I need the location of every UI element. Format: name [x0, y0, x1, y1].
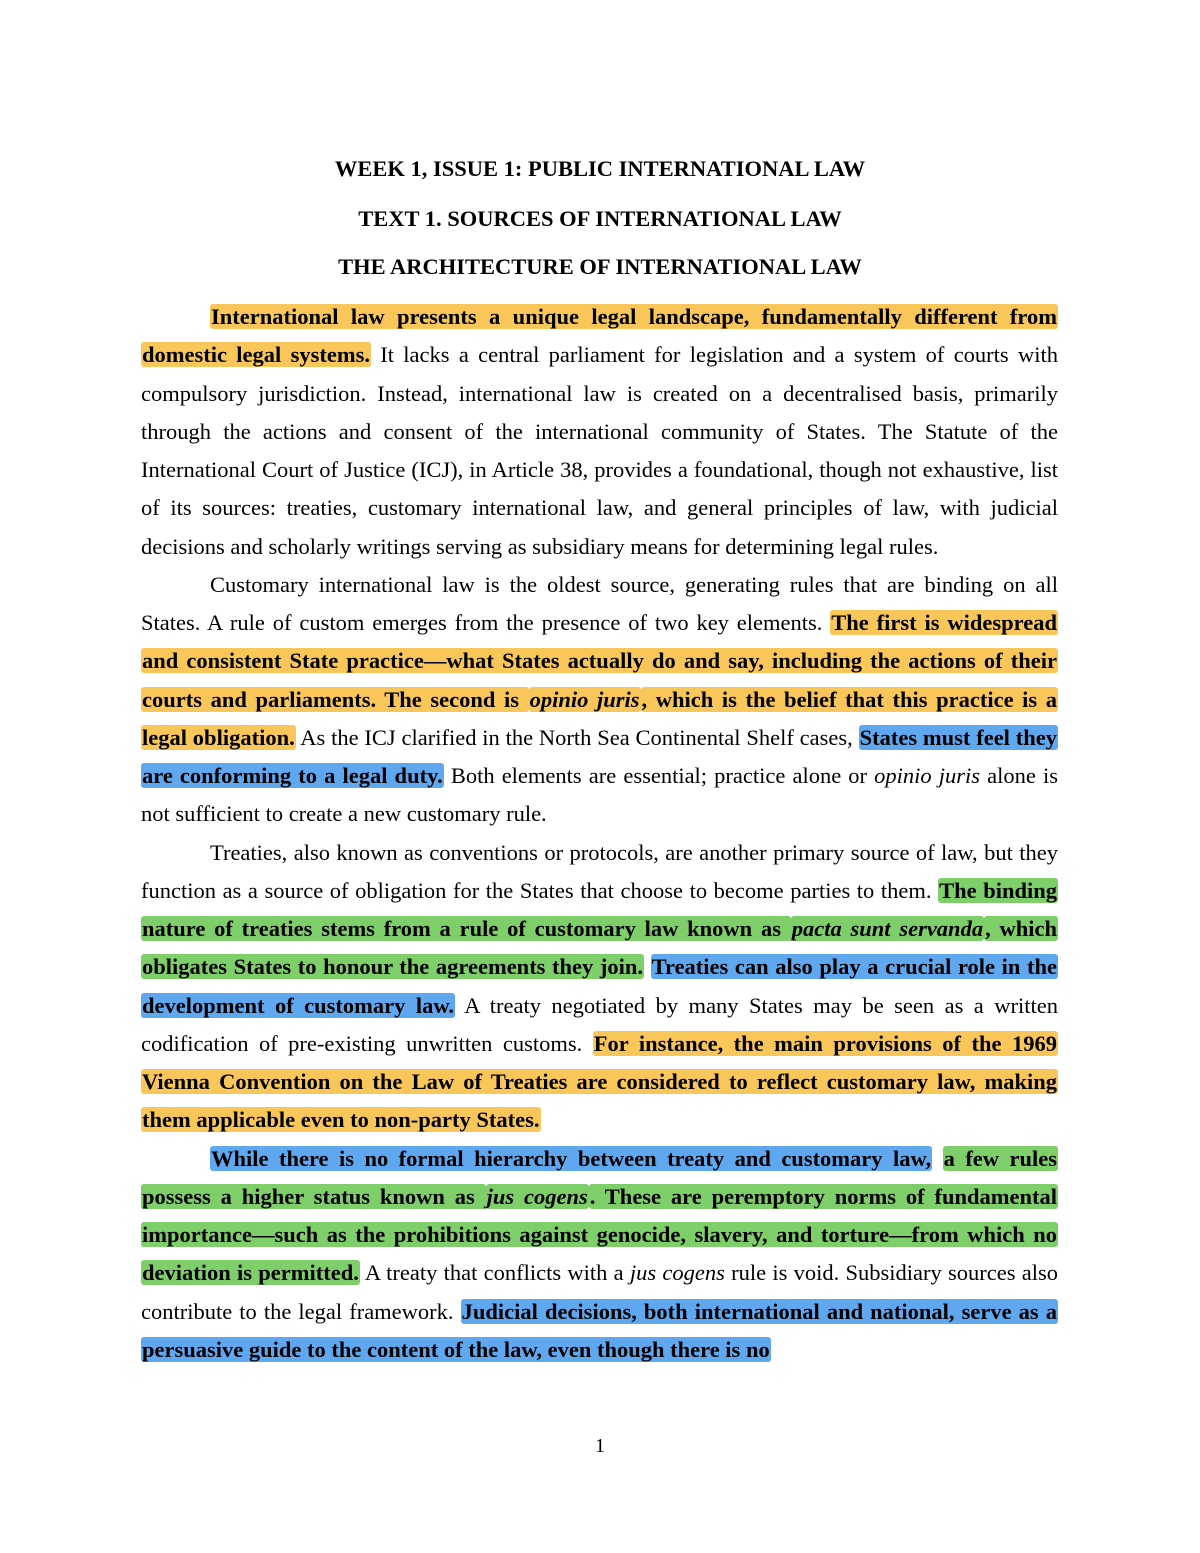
highlighted-text-green: . These are peremptory norms of fundamental importance—such as the prohibitions against genocide, slavery, and torture—from which no deviation is permitted. [142, 1183, 1057, 1286]
body-paragraph [141, 566, 1058, 834]
paragraph-text: Treaties, also known as conventions or protocols, are another primary source of law, but they function as a source of obligation for the States that choose to become parties to them. [141, 839, 1058, 903]
paragraph-text: A treaty that conflicts with a [359, 1260, 630, 1286]
highlighted-text-blue: While there is no formal hierarchy between treaty and customary law, [211, 1145, 932, 1171]
paragraph-text: jus cogens [629, 1260, 725, 1286]
document-title: THE ARCHITECTURE OF INTERNATIONAL LAW [338, 254, 862, 279]
week-issue-heading: WEEK 1, ISSUE 1: PUBLIC INTERNATIONAL LAW [334, 156, 866, 181]
highlighted-text-yellow: International law presents a unique legal landscape, fundamentally different from domestic legal systems. [142, 304, 1057, 368]
page-number: 1 [595, 1435, 605, 1457]
paragraph-text: Both elements are essential; practice alone or [443, 763, 875, 788]
highlighted-text-yellow: opinio juris [529, 686, 640, 712]
paragraph-text [932, 1146, 942, 1171]
paragraph-text [644, 954, 651, 979]
body-paragraph [141, 834, 1058, 1140]
document-body [141, 298, 1058, 1369]
paragraph-text: alone is not sufficient to create a new customary rule. [141, 763, 1058, 827]
body-paragraph [141, 298, 1058, 566]
paragraph-text: A treaty negotiated by many States may be seen as a written codification of pre-existing unwritten customs. [141, 992, 1058, 1056]
paragraph-text: opinio juris [874, 763, 981, 788]
highlighted-text-blue: Judicial decisions, both international and national, serve as a persuasive guide to the content of the law, even though there is no [142, 1298, 1057, 1362]
highlighted-text-green: , which obligates States to honour the agreements they join. [142, 916, 1057, 980]
highlighted-text-green: a few rules possess a higher status known as [142, 1145, 1057, 1209]
highlighted-text-green: The binding nature of treaties stems from a rule of customary law known as [142, 877, 1057, 941]
paragraph-text: It lacks a central parliament for legislation and a system of courts with compulsory jurisdiction. Instead, international law is created on a decentralised basis, primarily through the actions and consent of the international community of States. The Statute of the International Court of Justice (ICJ), in Article 38, provides a foundational, though not exhaustive, list of its sources: treaties, customary international law, and general principles of law, with judicial decisions and scholarly writings serving as subsidiary means for determining legal rules. [141, 342, 1058, 559]
body-paragraph [141, 1140, 1058, 1370]
highlighted-text-yellow: The first is widespread and consistent State practice—what States actually do and say, including the actions of their courts and parliaments. The second is [142, 610, 1057, 712]
highlighted-text-green: jus cogens [486, 1183, 588, 1209]
paragraph-text: Customary international law is the oldest source, generating rules that are binding on all States. A rule of custom emerges from the presence of two key elements. [141, 571, 1058, 635]
text-heading: TEXT 1. SOURCES OF INTERNATIONAL LAW [358, 206, 842, 231]
highlighted-text-yellow: For instance, the main provisions of the 1969 Vienna Convention on the Law of Treaties are considered to reflect customary law, making them applicable even to non-party States. [142, 1030, 1058, 1133]
highlighted-text-green: pacta sunt servanda [791, 916, 984, 941]
highlighted-text-blue: States must feel they are conforming to a legal duty. [142, 724, 1057, 788]
highlighted-text-yellow: , which is the belief that this practice is a legal obligation. [142, 686, 1058, 750]
highlighted-text-blue: Treaties can also play a crucial role in the development of customary law. [142, 954, 1057, 1018]
paragraph-text: rule is void. Subsidiary sources also contribute to the legal framework. [141, 1260, 1058, 1324]
paragraph-text: As the ICJ clarified in the North Sea Continental Shelf cases, [295, 724, 859, 750]
